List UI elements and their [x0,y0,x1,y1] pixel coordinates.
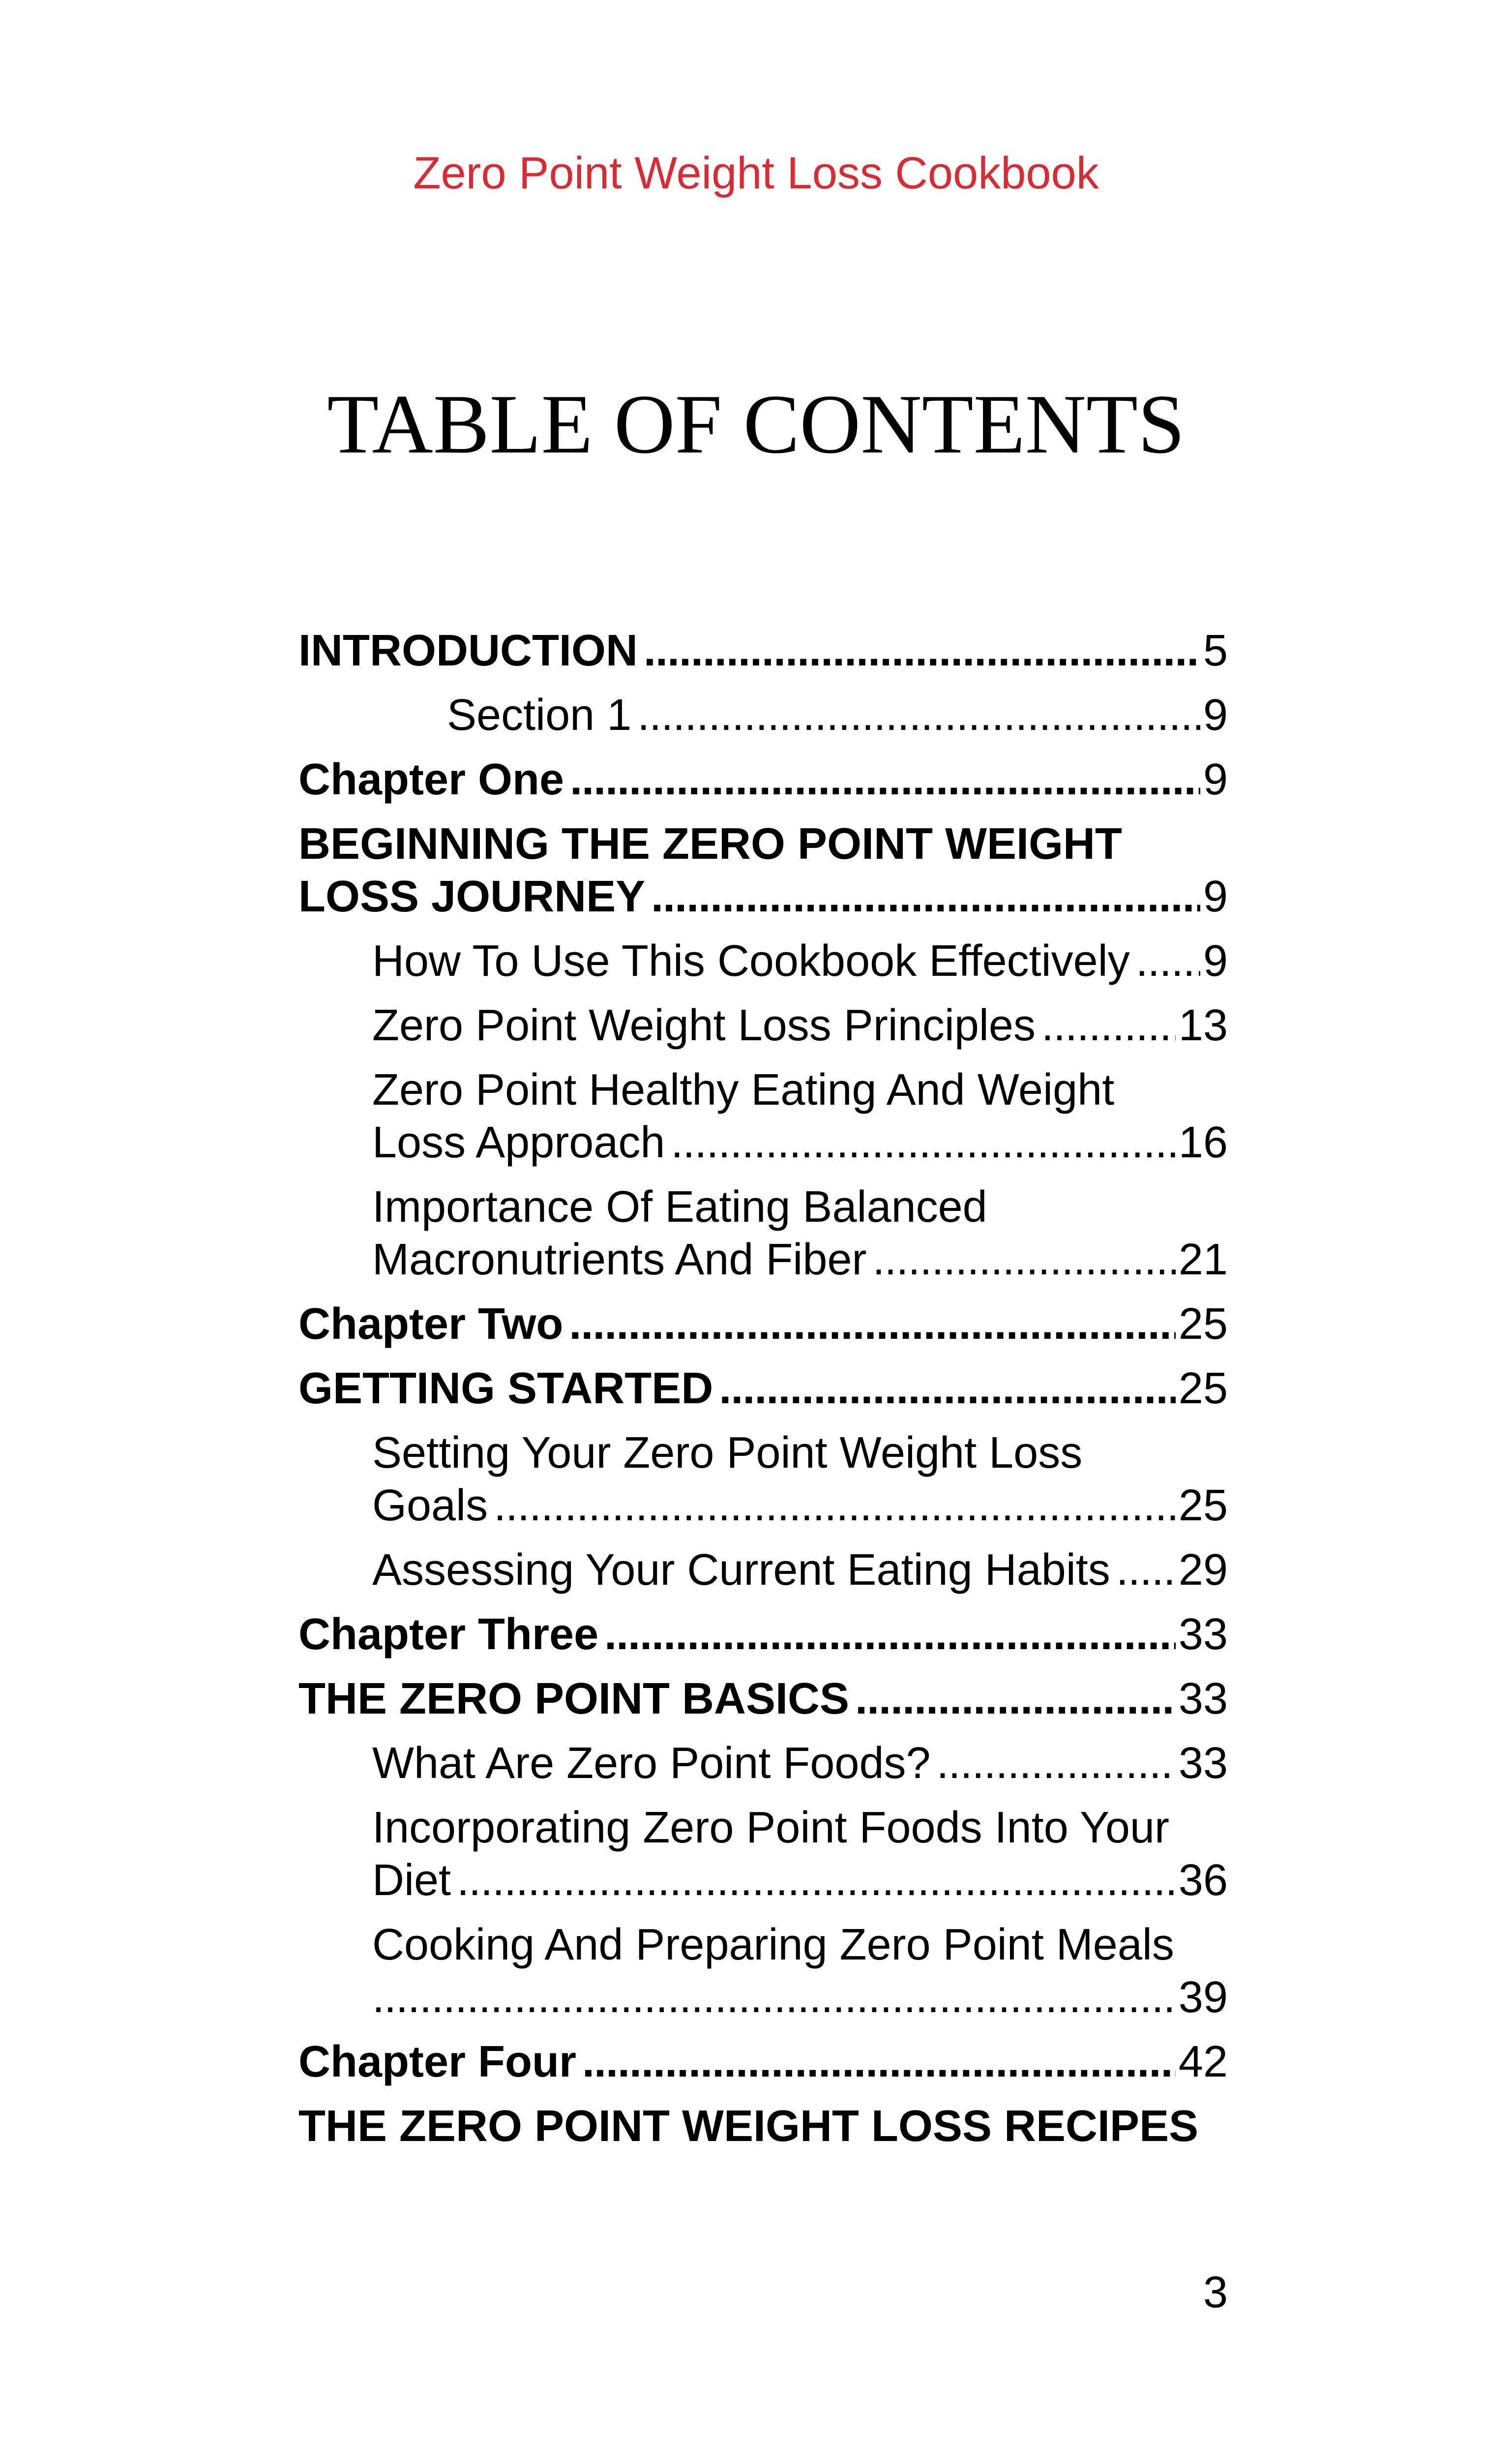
toc-entry-title-line: BEGINNING THE ZERO POINT WEIGHT [298,819,1123,869]
toc-entry-title: Chapter One . . . [298,755,1228,804]
toc-entry[interactable] [298,1427,1228,1532]
toc-entry[interactable] [298,818,1228,923]
toc-entry-title: Chapter Four . . . [298,2037,1228,2086]
toc-entry[interactable] [298,2036,1228,2088]
toc-entry[interactable] [298,1802,1228,1907]
toc-entry-title: What Are Zero Point Foods? . . . [372,1739,1228,1788]
toc-entry-title-line: Diet . . . [372,1856,1228,1905]
toc-entry[interactable] [298,2100,1228,2153]
toc-entry-title-line: LOSS JOURNEY . . . [298,872,1228,921]
toc-entry-title-line: Goals . . . [372,1481,1228,1530]
toc-entry-title-line: Setting Your Zero Point Weight Loss [372,1428,1083,1478]
toc-entry-title-last-line [372,1971,1228,2024]
toc-entry[interactable] [298,1181,1228,1286]
toc-entry-page: 5 [1200,625,1228,677]
page-title: TABLE OF CONTENTS [327,378,1185,471]
toc-entry-page: 16 [1176,1116,1228,1169]
toc-entry[interactable] [298,625,1228,677]
toc-entry[interactable] [298,935,1228,988]
toc-entry-page: 9 [1200,689,1228,742]
running-header: Zero Point Weight Loss Cookbook [413,148,1099,198]
toc-entry-page: 9 [1200,935,1228,988]
toc-entry-title: THE ZERO POINT WEIGHT LOSS RECIPES [298,2102,1199,2151]
toc-entry[interactable] [298,1298,1228,1351]
toc-entry-title-last-line [298,871,1228,923]
toc-entry-title: Zero Point Weight Loss Principles . . . [372,1001,1228,1050]
toc-entry-title: THE ZERO POINT BASICS . . . [298,1674,1228,1723]
toc-entry-title-line: Zero Point Healthy Eating And Weight [372,1065,1115,1115]
toc-entry-title-line: Importance Of Eating Balanced [372,1182,987,1232]
toc-entry-page: 25 [1176,1479,1228,1532]
table-of-contents [298,625,1228,2153]
toc-entry[interactable] [298,1064,1228,1169]
toc-entry[interactable] [298,1919,1228,2024]
toc-entry-page: 9 [1200,871,1228,923]
toc-entry-title: How To Use This Cookbook Effectively . . . [372,936,1228,986]
toc-entry[interactable] [298,1362,1228,1415]
toc-entry-page: 29 [1176,1544,1228,1597]
toc-entry-page: 33 [1176,1673,1228,1725]
toc-entry-page: 25 [1176,1298,1228,1351]
toc-entry-title-last-line [372,1854,1228,1907]
toc-entry-title-line [372,1973,1228,2022]
toc-entry-title: Chapter Two . . . [298,1299,1228,1349]
toc-entry-title-line: Loss Approach . . . [372,1118,1228,1167]
toc-entry-page: 33 [1176,1737,1228,1790]
toc-entry-page: 21 [1176,1234,1228,1286]
toc-entry-title: Assessing Your Current Eating Habits . . . [372,1545,1228,1595]
toc-entry-title-last-line [372,1234,1228,1286]
toc-entry-title-line: Macronutrients And Fiber . . . [372,1235,1228,1284]
toc-entry-title-line: Incorporating Zero Point Foods Into Your [372,1803,1170,1852]
toc-entry-title-last-line [372,1116,1228,1169]
toc-entry-page: 13 [1176,999,1228,1052]
toc-entry-title: Chapter Three . . . [298,1610,1228,1659]
toc-entry-page: 36 [1176,1854,1228,1907]
toc-entry-title-last-line [372,1479,1228,1532]
toc-entry-page: 39 [1176,1971,1228,2024]
toc-entry-title: INTRODUCTION . . . [298,626,1228,675]
toc-entry-page: 42 [1176,2036,1228,2088]
toc-entry[interactable] [298,1544,1228,1597]
toc-entry[interactable] [298,754,1228,806]
toc-entry[interactable] [298,999,1228,1052]
toc-entry-page: 33 [1176,1608,1228,1661]
toc-entry[interactable] [298,689,1228,742]
toc-entry[interactable] [298,1608,1228,1661]
toc-entry[interactable] [298,1737,1228,1790]
toc-entry-page: 25 [1176,1362,1228,1415]
page-number: 3 [1203,2268,1228,2317]
toc-entry[interactable] [298,1673,1228,1725]
toc-entry-page: 9 [1200,754,1228,806]
toc-entry-title-line: Cooking And Preparing Zero Point Meals [372,1920,1174,1969]
toc-entry-title: Section 1 . . . [447,691,1228,740]
toc-entry-title: GETTING STARTED . . . [298,1364,1228,1413]
